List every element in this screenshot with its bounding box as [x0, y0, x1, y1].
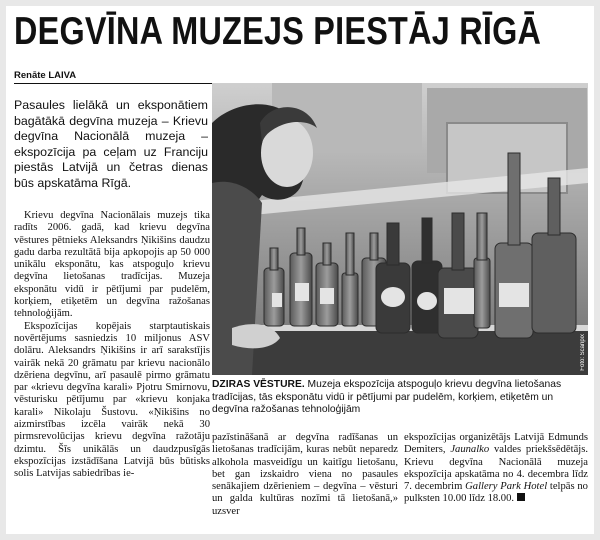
caption-text: Muzeja ekspozīcija atspoguļo krievu degvīna lietošanas tradīcijas, tās eksponātu vidū ir pētījumi par pudelēm, korķiem, etiķetēm un degvīna ražošanas tehnoloģijām	[212, 379, 562, 415]
end-mark	[517, 493, 525, 501]
body-column-2	[212, 432, 398, 518]
text-span: telpās no pulksten 10.00 līdz 18.00.	[404, 481, 588, 505]
photo-illustration	[212, 83, 588, 375]
text-span: ekspozīcijas organizētājs Latvijā Edmunds Demiters,	[404, 432, 588, 456]
headline: DEGVĪNA MUZEJS PIESTĀJ RĪGĀ	[14, 10, 542, 53]
caption-title: DZIRAS VĒSTURE.	[212, 379, 305, 390]
text-span: valdes priekšsēdētājs. Krievu degvīna Nacionālā muzeja ekspozīcija apskatāma no 4. decembra līdz 7. decembrim	[404, 444, 588, 493]
newspaper-page	[6, 6, 594, 534]
body-column-1	[14, 210, 210, 481]
body-paragraph: Krievu degvīna Nacionālais muzejs tika radīts 2006. gadā, kad krievu degvīna vēstures pētnieks Aleksandrs Ņikišins daudzu gadu darba rezultātā bija apkopojis ap 50 000 unikālu eksponātu, kas atspoguļo krievu degvīna lietošanas tradīcijas. Muzeja eksponātu vidū ir pētījumi par pudelēm, korķiem, etiķetēm un degvīna ražošanas tehnoloģijām.	[14, 210, 210, 320]
museum-photo	[212, 83, 588, 375]
body-paragraph	[404, 432, 588, 506]
body-paragraph: pazīstināšanā ar degvīna radīšanas un lietošanas tradīcijām, kuras nebūt neparedz alkohola masveidīgu un kaitīgu lietošanu, bet gan izskaidro viena no pasaules senākajiem dzērieniem – degvīna – vēsturi un galda kultūras nozīmi tā lietošanā,» uzsver	[212, 432, 398, 517]
body-column-3	[404, 432, 588, 506]
lead-paragraph: Pasaules lielākā un eksponātiem bagātākā degvīna muzeja – Krievu degvīna Nacionālā muzeja – ekspozīcija pa ceļam uz Franciju piestās Latvijā un četras dienas būs apskatāma Rīgā.	[14, 98, 208, 190]
hotel-name: Gallery Park Hotel	[465, 481, 548, 493]
photo-credit: Foto: Scanpix	[580, 334, 586, 371]
company-name: Jaunalko	[450, 444, 490, 456]
photo-caption	[212, 379, 588, 417]
body-paragraph: Ekspozīcijas kopējais starptautiskais novērtējums sasniedzis 10 miljonus ASV dolāru. Aleksandrs Ņikišins ir arī sarakstījis vairāk nekā 20 grāmatu par krievu nacionālo dzēriena degvīnu, arī pasaulē pirmo grāmatu par «krievu degvīna karali» Pjotru Smirnovu, vēsturisku pētījumu par «krievu konjaka karali» Nikolaju Šustovu. «Ņikišins no aizmirstības izcēla vairāk nekā 30 pirmsrevolūcijas krievu degvīna ražotāju dzimtu. Šīs unikālās un daudzpusīgās ekspozīcijas izstādīšana Latvijā būs būtisks solis Latvijas sabiedrības ie-	[14, 320, 210, 480]
byline: Renāte LAIVA	[14, 70, 77, 81]
